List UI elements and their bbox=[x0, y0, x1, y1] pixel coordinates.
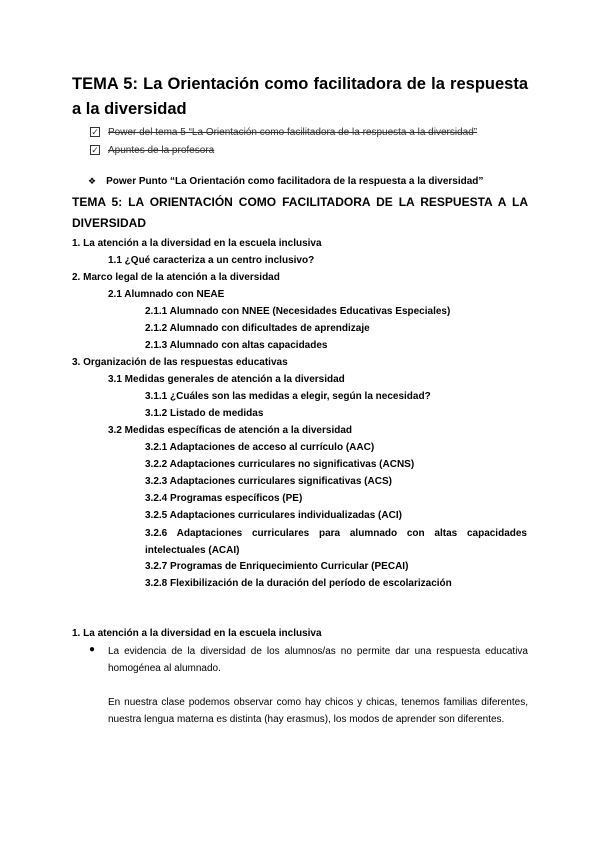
section-heading: TEMA 5: LA ORIENTACIÓN COMO FACILITADORA DE LA RESPUESTA A LA DIVERSIDAD bbox=[72, 195, 528, 230]
checklist-item[interactable] bbox=[90, 124, 477, 140]
checklist-label: Apuntes de la profesora bbox=[108, 144, 215, 156]
toc-item: 2.1.1 Alumnado con NNEE (Necesidades Educativas Especiales) bbox=[145, 306, 451, 317]
power-punto-item bbox=[88, 176, 483, 187]
section1-bullet-text: La evidencia de la diversidad de los alumnos/as no permite dar una respuesta educativa homogénea al alumnado. bbox=[108, 646, 528, 674]
toc-item: 2.1.3 Alumnado con altas capacidades bbox=[145, 340, 328, 351]
toc-item: 3.2.3 Adaptaciones curriculares significativas (ACS) bbox=[145, 476, 392, 487]
toc-item: 3.2 Medidas específicas de atención a la diversidad bbox=[108, 425, 352, 436]
checklist-label: Power del tema 5 “La Orientación como facilitadora de la respuesta a la diversidad” bbox=[108, 126, 478, 138]
section1-paragraph: En nuestra clase podemos observar como hay chicos y chicas, tenemos familias diferentes, nuestra lengua materna es distinta (hay erasmus), los modos de aprender son diferentes. bbox=[108, 697, 528, 725]
toc-item: 3.2.7 Programas de Enriquecimiento Curricular (PECAI) bbox=[145, 561, 409, 572]
toc-item: 2.1.2 Alumnado con dificultades de aprendizaje bbox=[145, 323, 370, 334]
toc-item: 3.2.5 Adaptaciones curriculares individualizadas (ACI) bbox=[145, 510, 402, 521]
toc-item: 3.1 Medidas generales de atención a la diversidad bbox=[108, 374, 345, 385]
bullet-dot-icon: ● bbox=[89, 644, 96, 655]
toc-item: 1.1 ¿Qué caracteriza a un centro inclusivo? bbox=[108, 255, 315, 266]
checkbox-checked-icon[interactable]: ✓ bbox=[91, 145, 99, 155]
toc-item: 3.2.6 Adaptaciones curriculares para alumnado con altas capacidades intelectuales (ACAI) bbox=[145, 528, 527, 556]
toc-item: 3.1.2 Listado de medidas bbox=[145, 408, 264, 419]
checklist-item[interactable] bbox=[90, 142, 214, 158]
toc-item: 3.2.8 Flexibilización de la duración del período de escolarización bbox=[145, 578, 452, 589]
toc-item: 2.1 Alumnado con NEAE bbox=[108, 289, 225, 300]
section1-heading: 1. La atención a la diversidad en la escuela inclusiva bbox=[72, 628, 322, 639]
checkbox-checked-icon[interactable]: ✓ bbox=[91, 127, 99, 137]
toc-item: 3.2.2 Adaptaciones curriculares no significativas (ACNS) bbox=[145, 459, 415, 470]
toc-item: 3. Organización de las respuestas educativas bbox=[72, 357, 288, 368]
diamond-bullet-icon: ❖ bbox=[88, 176, 97, 186]
toc-item: 3.2.1 Adaptaciones de acceso al currículo (AAC) bbox=[145, 442, 375, 453]
power-punto-label: Power Punto “La Orientación como facilitadora de la respuesta a la diversidad” bbox=[106, 176, 484, 187]
toc-item: 3.2.4 Programas específicos (PE) bbox=[145, 493, 303, 504]
toc-item: 3.1.1 ¿Cuáles son las medidas a elegir, según la necesidad? bbox=[145, 391, 431, 402]
toc-item: 1. La atención a la diversidad en la escuela inclusiva bbox=[72, 238, 322, 249]
page-title: TEMA 5: La Orientación como facilitadora de la respuesta a la diversidad bbox=[72, 75, 528, 118]
toc-item: 2. Marco legal de la atención a la diversidad bbox=[72, 272, 280, 283]
